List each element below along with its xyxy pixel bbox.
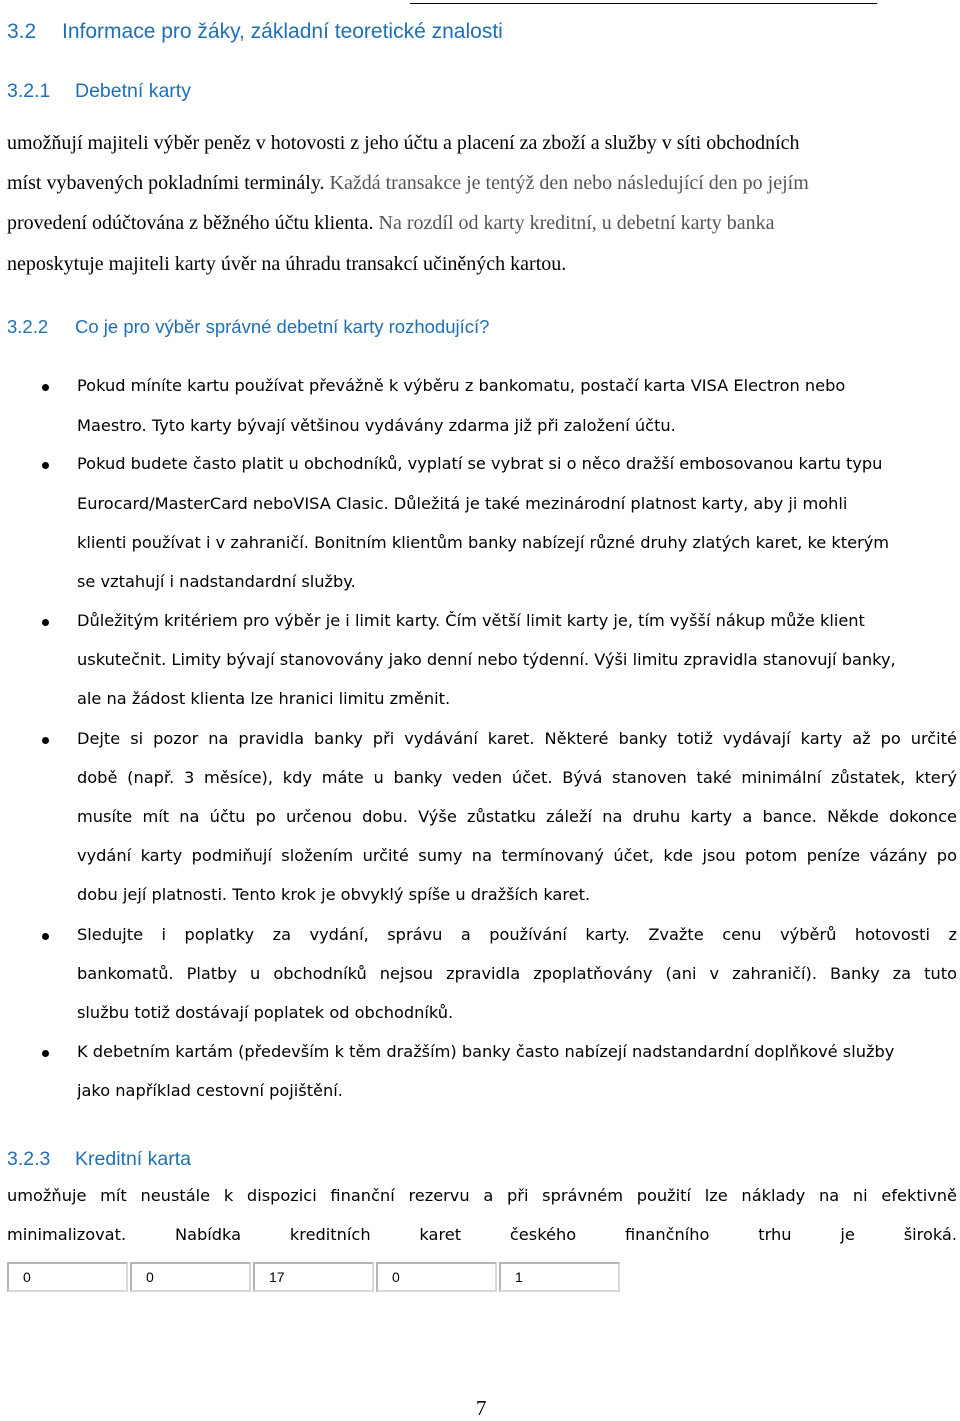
form-field-row — [7, 1262, 622, 1292]
list-item-line: době (např. 3 měsíce), kdy máte u banky veden účet. Bývá stanoven také minimální zůstatek, který — [77, 768, 957, 787]
form-field[interactable]: 17 — [253, 1262, 374, 1292]
form-field[interactable]: 0 — [7, 1262, 128, 1292]
heading-title: Informace pro žáky, základní teoretické znalosti — [62, 20, 503, 43]
list-item-line: Pokud budete často platit u obchodníků, vyplatí se vybrat si o něco dražší embosovanou kartu typu — [77, 454, 883, 473]
section-heading-3-2-1 — [7, 80, 191, 103]
list-item-line: bankomatů. Platby u obchodníků nejsou zpravidla zpoplatňovány (ani v zahraničí). Banky za tuto — [77, 964, 957, 983]
list-item-line: Důležitým kritériem pro výběr je i limit karty. Čím větší limit karty je, tím vyšší nákup může klient — [77, 611, 865, 630]
bullet-icon — [42, 619, 49, 626]
heading-number: 3.2.3 — [7, 1148, 51, 1170]
list-item-line: musíte mít na účtu po určenou dobu. Výše zůstatku záleží na druhu karty a bance. Někde dokonce — [77, 807, 957, 826]
heading-title: Kreditní karta — [75, 1148, 191, 1170]
list-item-line: dobu její platnosti. Tento krok je obvyklý spíše u dražších karet. — [77, 885, 591, 904]
bullet-icon — [42, 462, 49, 469]
form-field[interactable]: 1 — [499, 1262, 620, 1292]
section-heading-3-2 — [7, 20, 503, 44]
list-item-line: Eurocard/MasterCard neboVISA Clasic. Důležitá je také mezinárodní platnost karty, aby ji mohli — [77, 494, 848, 513]
list-item-line: se vztahují i nadstandardní služby. — [77, 572, 356, 591]
list-item-line: Pokud míníte kartu používat převážně k výběru z bankomatu, postačí karta VISA Electron nebo — [77, 376, 846, 395]
paragraph-line: umožňují majiteli výběr peněz v hotovosti z jeho účtu a placení za zboží a služby v síti obchodních — [7, 132, 800, 154]
list-item-line: vydání karty podmiňují složením určité sumy na termínovaný účet, kde jsou potom peníze vázány po — [77, 846, 957, 865]
list-item-line: uskutečnit. Limity bývají stanovovány jako denní nebo týdenní. Výši limitu zpravidla stanovují banky, — [77, 650, 896, 669]
paragraph-line: minimalizovat. Nabídka kreditních karet českého finančního trhu je široká. — [7, 1225, 957, 1244]
list-item-line: službu totiž dostávají poplatek od obchodníků. — [77, 1003, 454, 1022]
bullet-icon — [42, 1050, 49, 1057]
paragraph-line: neposkytuje majiteli karty úvěr na úhradu transakcí učiněných kartou. — [7, 253, 567, 275]
list-item-line: jako například cestovní pojištění. — [77, 1081, 343, 1100]
header-rule — [410, 3, 877, 4]
list-item-line: Sledujte i poplatky za vydání, správu a používání karty. Zvažte cenu výběrů hotovosti z — [77, 925, 957, 944]
bullet-icon — [42, 737, 49, 744]
list-item-line: K debetním kartám (především k těm dražším) banky často nabízejí nadstandardní doplňkové služby — [77, 1042, 895, 1061]
list-item-line: Maestro. Tyto karty bývají většinou vydávány zdarma již při založení účtu. — [77, 416, 676, 435]
form-field[interactable]: 0 — [376, 1262, 497, 1292]
heading-title: Debetní karty — [75, 80, 191, 102]
heading-title: Co je pro výběr správné debetní karty rozhodující? — [75, 316, 490, 337]
heading-number: 3.2.1 — [7, 80, 51, 102]
page-number: 7 — [476, 1396, 487, 1420]
bullet-icon — [42, 933, 49, 940]
section-heading-3-2-2 — [7, 316, 489, 338]
paragraph-line: umožňuje mít neustále k dispozici finanční rezervu a při správném použití lze náklady na ni efektivně — [7, 1186, 957, 1205]
heading-number: 3.2.2 — [7, 316, 49, 337]
paragraph-line: míst vybavených pokladními terminály. Každá transakce je tentýž den nebo následující den po jejím — [7, 172, 809, 194]
form-field[interactable]: 0 — [130, 1262, 251, 1292]
bullet-icon — [42, 384, 49, 391]
section-heading-3-2-3 — [7, 1148, 191, 1171]
list-item-line: ale na žádost klienta lze hranici limitu změnit. — [77, 689, 451, 708]
list-item-line: Dejte si pozor na pravidla banky při vydávání karet. Některé banky totiž vydávají karty až po určité — [77, 729, 957, 748]
paragraph-line: provedení odúčtována z běžného účtu klienta. Na rozdíl od karty kreditní, u debetní karty banka — [7, 212, 775, 234]
heading-number: 3.2 — [7, 20, 37, 43]
list-item-line: klienti používat i v zahraničí. Bonitním klientům banky nabízejí různé druhy zlatých karet, ke kterým — [77, 533, 890, 552]
